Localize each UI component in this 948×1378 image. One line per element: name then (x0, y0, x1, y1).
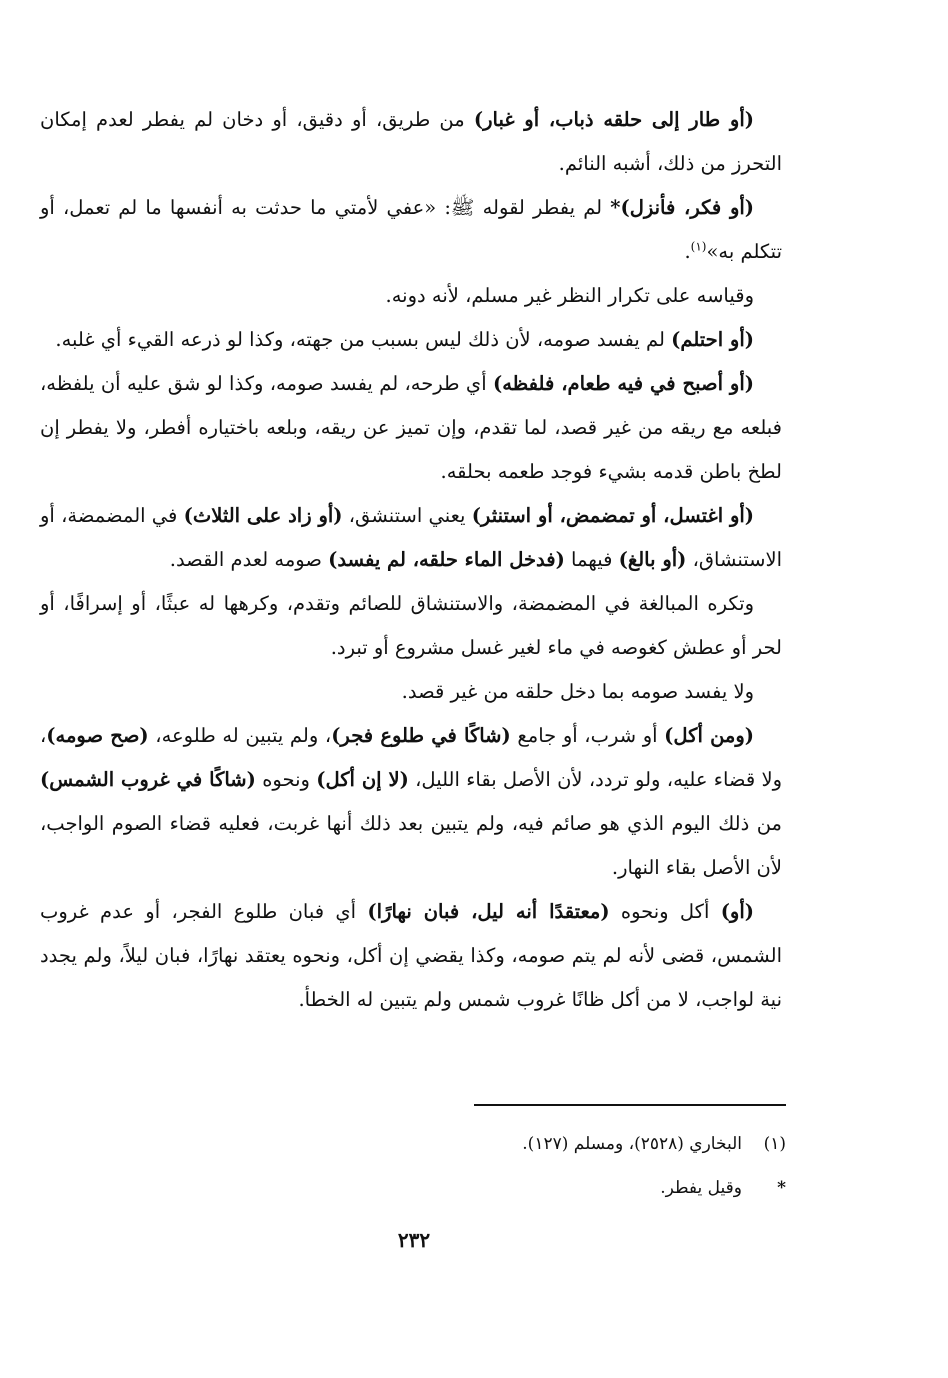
paragraph-10 (40, 890, 782, 1022)
bold-phrase: (شاكًا في غروب الشمس) (40, 768, 256, 791)
bold-phrase: (فدخل الماء حلقه، لم يفسد) (328, 548, 565, 571)
paragraph-text: ولا يفسد صومه بما دخل حلقه من غير قصد. (401, 680, 754, 703)
footnote-2 (474, 1166, 786, 1210)
paragraph-text: يعني استنشق، (342, 504, 472, 527)
bold-phrase: (أو احتلم) (671, 328, 754, 351)
footnote-text: وقيل يفطر. (660, 1178, 742, 1198)
bold-phrase: (أو أصبح في فيه طعام، فلفظه) (492, 372, 754, 395)
paragraph-text: ، ولم يتبين له طلوعه، (148, 724, 332, 747)
paragraph-text: ، ولا قضاء عليه، ولو تردد، لأن الأصل بقاء الليل، (40, 724, 783, 791)
paragraph-6 (40, 494, 782, 582)
bold-phrase: (أو بالغ) (618, 548, 687, 571)
bold-phrase: (أو زاد على الثلاث) (183, 504, 343, 527)
paragraph-text: صومه لعدم القصد. (169, 548, 329, 571)
footnote-text: البخاري (٢٥٢٨)، ومسلم (١٢٧). (522, 1134, 742, 1154)
paragraph-text: من ذلك اليوم الذي هو صائم فيه، ولم يتبين بعد ذلك أنها غربت، فعليه قضاء الصوم الواجب، لأن الأصل بقاء النهار. (40, 812, 782, 879)
paragraph-text: . (684, 240, 691, 263)
footnote-reference: (١) (690, 239, 707, 254)
footnote-number: (١) (763, 1134, 786, 1154)
bold-phrase: (أو) (720, 900, 754, 923)
paragraph-8 (40, 670, 782, 714)
paragraph-text: فيهما (564, 548, 619, 571)
bold-phrase: (أو طار إلى حلقه ذباب، أو غبار) (473, 108, 754, 131)
paragraph-4 (40, 318, 782, 362)
paragraph-text: لم يفسد صومه، لأن ذلك ليس بسبب من جهته، وكذا لو ذرعه القيء أي غلبه. (55, 328, 672, 351)
paragraph-3 (40, 274, 782, 318)
bold-phrase: (صح صومه) (46, 724, 149, 747)
paragraph-9 (40, 714, 782, 890)
paragraph-text: في المضمضة، أو الاستنشاق، (40, 504, 782, 571)
paragraph-text: من طريق، أو دقيق، أو دخان لم يفطر لعدم إمكان التحرز من ذلك، أشبه النائم. (40, 108, 782, 175)
bold-phrase: (أو اغتسل، أو تمضمض، أو استنثر) (471, 504, 755, 527)
footnote-1 (474, 1122, 786, 1166)
bold-phrase: (معتقدًا أنه ليل، فبان نهارًا) (367, 900, 610, 923)
paragraph-text: وقياسه على تكرار النظر غير مسلم، لأنه دونه. (385, 284, 754, 307)
paragraph-text: أو شرب، أو جامع (510, 724, 665, 747)
book-page-body (40, 98, 782, 1022)
paragraph-text: لم يفطر لقوله ﷺ: «عفي لأمتي ما حدثت به أنفسها ما لم تعمل، أو تتكلم به» (40, 196, 782, 263)
bold-phrase: (ومن أكل) (664, 724, 755, 747)
paragraph-text: أكل ونحوه (609, 900, 721, 923)
paragraph-text: ونحوه (255, 768, 317, 791)
footnotes-section (474, 1122, 786, 1210)
bold-phrase: (شاكًا في طلوع فجر) (331, 724, 511, 747)
paragraph-text: أي فبان طلوع الفجر، أو عدم غروب الشمس، قضى لأنه لم يتم صومه، وكذا يقضي إن أكل، ونحوه يعتقد نهارًا، فبان ليلاً، ولم يجدد نية لواجب، لا من أكل ظانًا غروب شمس ولم يتبين له الخطأ. (40, 900, 782, 1011)
paragraph-2 (40, 186, 782, 274)
paragraph-1 (40, 98, 782, 186)
paragraph-text: أي طرحه، لم يفسد صومه، وكذا لو شق عليه أن يلفظه، فبلعه مع ريقه من غير قصد، لما تقدم، وإن تميز عن ريقه، وبلعه باختياره أفطر، ولا يفطر إن لطخ باطن قدمه بشيء فوجد طعمه بحلقه. (40, 372, 782, 483)
paragraph-text: وتكره المبالغة في المضمضة، والاستنشاق للصائم وتقدم، وكرهها له عبثًا، أو إسرافًا، أو لحر أو عطش كغوصه في ماء لغير غسل مشروع أو تبرد. (40, 592, 782, 659)
footnote-divider (474, 1104, 786, 1106)
bold-phrase: (أو فكر، فأنزل)* (610, 196, 754, 219)
page-number: ٢٣٢ (397, 1228, 431, 1252)
footnote-asterisk: * (777, 1178, 786, 1198)
paragraph-7 (40, 582, 782, 670)
bold-phrase: (لا إن أكل) (316, 768, 409, 791)
paragraph-5 (40, 362, 782, 494)
